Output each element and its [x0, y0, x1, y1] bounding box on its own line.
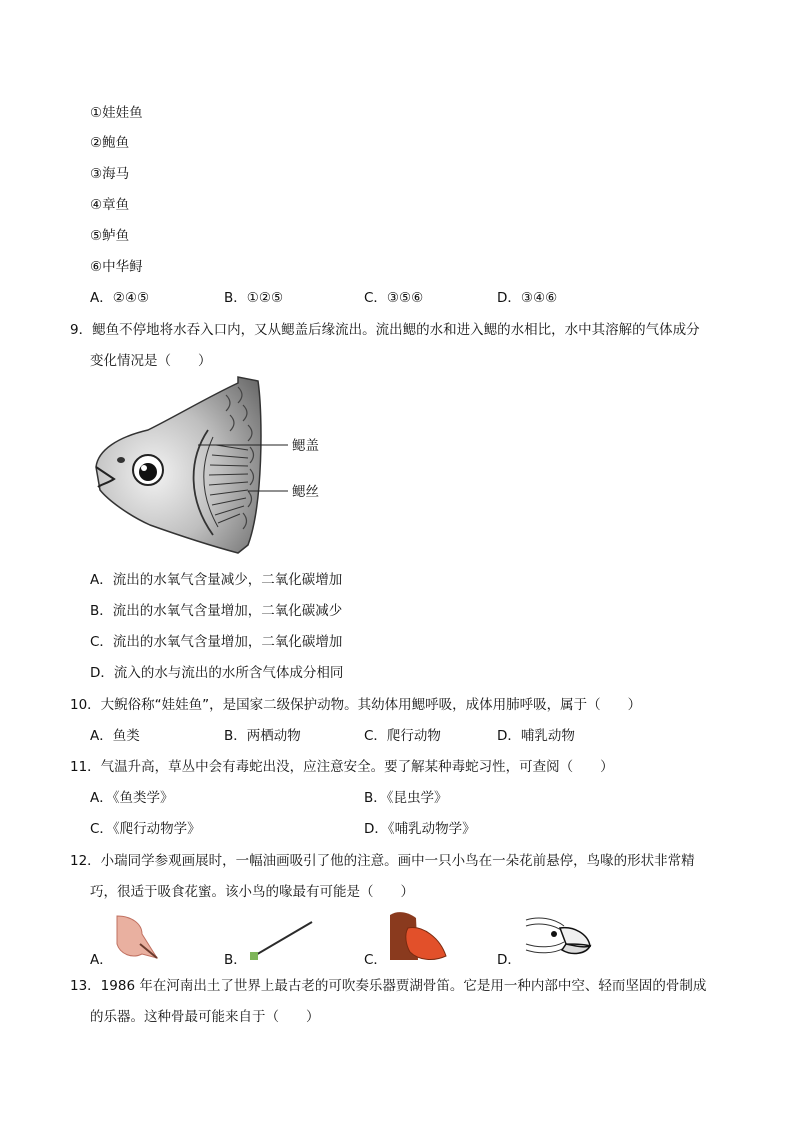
- q10-stem: 10．大鲵俗称“娃娃鱼”，是国家二级保护动物。其幼体用鳃呼吸，成体用肺呼吸，属于（ ）: [70, 697, 642, 713]
- label-gills: 鳃丝: [292, 484, 319, 500]
- fish-gill-figure: [88, 375, 348, 560]
- q9-option-b[interactable]: B．流出的水氧气含量增加，二氧化碳减少: [90, 603, 343, 619]
- q13-stem-line2: 的乐器。这种骨最可能来自于（ ）: [90, 1009, 320, 1025]
- q9-stem-line2: 变化情况是（ ）: [90, 353, 212, 369]
- beak-image-c[interactable]: [388, 910, 448, 965]
- label-operculum: 鳃盖: [292, 438, 319, 454]
- beak-image-a[interactable]: [112, 914, 162, 964]
- q8-item-6: ⑥中华鲟: [90, 259, 143, 275]
- q13-stem-line1: 13．1986 年在河南出土了世界上最古老的可吹奏乐器贾湖骨笛。它是用一种内部中空、轻而坚固的骨制成: [70, 978, 707, 994]
- q8-option-a[interactable]: A．②④⑤: [90, 290, 150, 306]
- q9-stem-line1: 9．鳃鱼不停地将水吞入口内，又从鳃盖后缘流出。流出鳃的水和进入鳃的水相比，水中其溶解的气体成分: [70, 322, 700, 338]
- q11-option-c[interactable]: C．《爬行动物学》: [90, 821, 201, 837]
- q8-option-c[interactable]: C．③⑤⑥: [364, 290, 424, 306]
- q12-stem-line1: 12．小瑞同学参观画展时，一幅油画吸引了他的注意。画中一只小鸟在一朵花前悬停，鸟喙的形状非常精: [70, 853, 695, 869]
- q11-option-a[interactable]: A．《鱼类学》: [90, 790, 174, 806]
- q12-stem-line2: 巧，很适于吸食花蜜。该小鸟的喙最有可能是（ ）: [90, 884, 414, 900]
- q12-option-b[interactable]: B．: [224, 952, 247, 968]
- q9-option-a[interactable]: A．流出的水氧气含量减少，二氧化碳增加: [90, 572, 343, 588]
- q10-option-b[interactable]: B．两栖动物: [224, 728, 301, 744]
- q12-option-a[interactable]: A．: [90, 952, 113, 968]
- q12-option-d[interactable]: D．: [497, 952, 521, 968]
- q10-option-c[interactable]: C．爬行动物: [364, 728, 441, 744]
- q8-item-2: ②鲍鱼: [90, 135, 130, 151]
- q9-option-d[interactable]: D．流入的水与流出的水所含气体成分相同: [90, 665, 344, 681]
- q10-option-a[interactable]: A．鱼类: [90, 728, 140, 744]
- q8-option-d[interactable]: D．③④⑥: [497, 290, 558, 306]
- beak-image-b[interactable]: [246, 918, 316, 963]
- q11-option-d[interactable]: D．《哺乳动物学》: [364, 821, 476, 837]
- beak-image-d[interactable]: [524, 914, 594, 962]
- q8-item-3: ③海马: [90, 166, 130, 182]
- q11-option-b[interactable]: B．《昆虫学》: [364, 790, 448, 806]
- q8-item-1: ①娃娃鱼: [90, 105, 143, 121]
- q12-option-c[interactable]: C．: [364, 952, 387, 968]
- q9-option-c[interactable]: C．流出的水氧气含量增加，二氧化碳增加: [90, 634, 343, 650]
- q8-option-b[interactable]: B．①②⑤: [224, 290, 284, 306]
- q8-item-5: ⑤鲈鱼: [90, 228, 130, 244]
- q8-item-4: ④章鱼: [90, 197, 130, 213]
- q10-option-d[interactable]: D．哺乳动物: [497, 728, 575, 744]
- q11-stem: 11．气温升高，草丛中会有毒蛇出没，应注意安全。要了解某种毒蛇习性，可查阅（ ）: [70, 759, 614, 775]
